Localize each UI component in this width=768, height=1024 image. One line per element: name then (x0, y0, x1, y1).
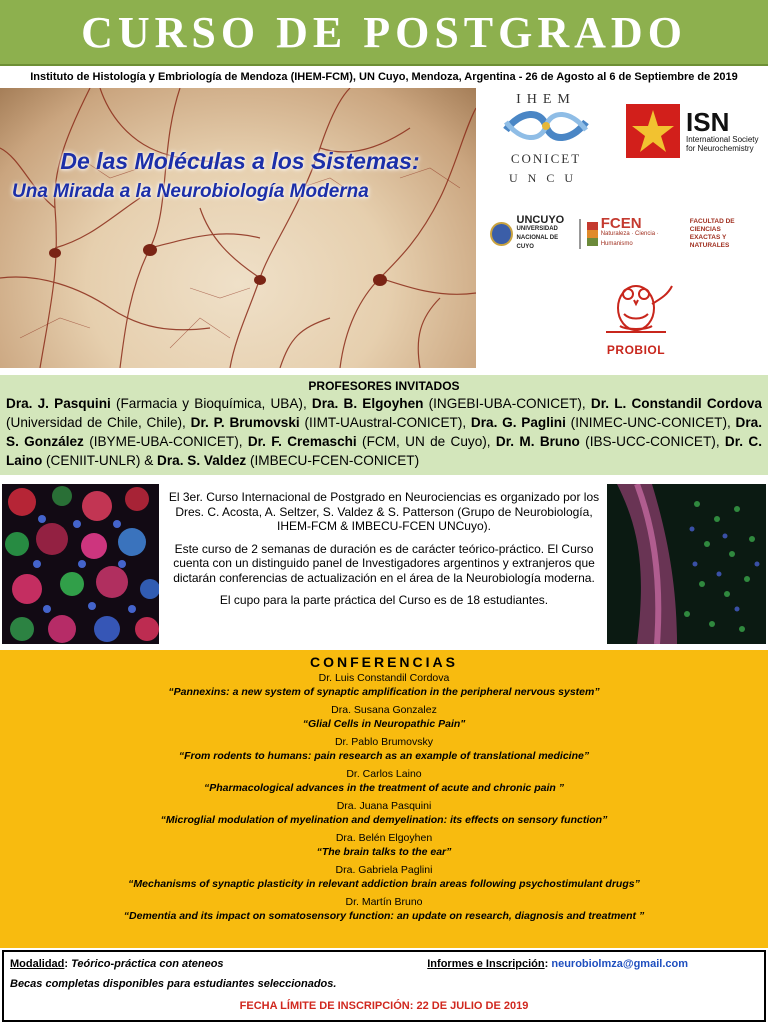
uncu-label: UNCU (508, 171, 583, 185)
prof-name: Dra. G. Paglini (470, 415, 566, 430)
uncuyo-name: UNCUYO (516, 214, 565, 226)
page-title: CURSO DE POSTGRADO (81, 7, 687, 57)
description-paragraph: Este curso de 2 semanas de duración es de carácter teórico-práctico. El Curso cuenta con un distinguido panel de Investigadores argentinos y extranjeros que dictarán conferencias de actualización en el área de la Neurobiología moderna. (173, 541, 595, 585)
conference-title: “Pharmacological advances in the treatment of acute and chronic pain ” (203, 782, 564, 794)
uncuyo-fcen-logos (490, 216, 762, 252)
modalidad-label: Modalidad (10, 958, 65, 970)
logos-panel (476, 88, 768, 368)
probiol-label: PROBIOL (606, 343, 666, 357)
neuron-illustration (0, 88, 476, 368)
ihem-wave-icon (501, 108, 591, 144)
prof-affiliation: (IBYME-UBA-CONICET), (83, 434, 248, 449)
description-paragraph: El cupo para la parte práctica del Curso es de 18 estudiantes. (219, 593, 549, 607)
conference-title: “Microglial modulation of myelination and demyelination: its effects on sensory function” (160, 814, 608, 826)
isn-logo (626, 104, 759, 158)
prof-name: Dr. F. Cremaschi (247, 434, 357, 449)
neuron-drawing (0, 88, 476, 368)
isn-abbr: ISN (686, 107, 730, 137)
fcen-full2: EXACTAS Y NATURALES (689, 234, 730, 249)
conference-title: “Dementia and its impact on somatosensory function: an update on research, diagnosis and treatment ” (123, 910, 645, 922)
isn-star-icon (626, 104, 680, 158)
uncuyo-sub1: UNIVERSIDAD (516, 226, 558, 232)
conicet-label: CONICET (510, 151, 582, 166)
footer-box (2, 950, 766, 1022)
prof-name: Dr. M. Bruno (495, 434, 580, 449)
fluorescent-cells-image (2, 484, 159, 644)
uncuyo-sub2: NACIONAL DE CUYO (516, 235, 559, 250)
course-description (166, 490, 602, 608)
owl-icon (596, 274, 676, 338)
logo-divider (579, 219, 581, 249)
course-info-row (0, 484, 768, 648)
ihem-logo (496, 92, 596, 186)
conference-speaker: Dra. Susana Gonzalez (331, 704, 437, 716)
informes-label: Informes e Inscripción (427, 958, 545, 970)
isn-line1: International Society (686, 135, 759, 144)
conferences-section (0, 650, 768, 948)
prof-affiliation: (IBS-UCC-CONICET), (579, 434, 725, 449)
conference-title: “Glial Cells in Neuropathic Pain" (302, 718, 466, 730)
deadline-text: FECHA LÍMITE DE INSCRIPCIÓN: 22 DE JULIO DE 2019 (239, 1000, 529, 1012)
conference-title: “From rodents to humans: pain research as an example of translational medicine” (178, 750, 590, 762)
professors-heading: PROFESORES INVITADOS (308, 379, 460, 393)
probiol-logo (594, 274, 678, 357)
conference-title: “Mechanisms of synaptic plasticity in relevant addiction brain areas following psychostimulant drugs” (128, 878, 640, 890)
isn-line2: for Neurochemistry (686, 144, 754, 153)
informes-line: Informes e Inscripción: neurobiolmza@gmail.com (427, 958, 688, 970)
fcen-tag: Naturaleza · Ciencia · Humanismo (600, 231, 659, 247)
professors-list (6, 394, 762, 470)
event-subtitle: Instituto de Histología y Embriología de Mendoza (IHEM-FCM), UN Cuyo, Mendoza, Argentina - 26 de Agosto al 6 de Septiembre de 2019 (30, 71, 738, 83)
conference-title: “Pannexins: a new system of synaptic amplification in the peripheral nervous system” (168, 686, 600, 698)
description-paragraph: El 3er. Curso Internacional de Postgrado en Neurociencias es organizado por los Dres. C. Acosta, A. Seltzer, S. Valdez & S. Patterson (Grupo de Neurobiología, IHEM-FCM & IMBECU-FCEN UNCuyo). (168, 490, 600, 533)
contact-email-link[interactable]: neurobiolmza@gmail.com (551, 958, 688, 970)
prof-name: Dra. J. Pasquini (6, 396, 111, 411)
prof-name: Dr. L. Constandil Cordova (590, 396, 762, 411)
conferences-heading: CONFERENCIAS (309, 654, 458, 670)
conference-speaker: Dr. Martín Bruno (345, 896, 423, 908)
prof-affiliation: (IIMT-UAustral-CONICET), (299, 415, 471, 430)
fcen-mark-icon (587, 222, 598, 246)
conference-speaker: Dra. Belén Elgoyhen (335, 832, 433, 844)
conference-speaker: Dr. Carlos Laino (346, 768, 422, 780)
title-band (0, 0, 768, 66)
prof-name: Dr. P. Brumovski (190, 415, 300, 430)
conference-speaker: Dra. Gabriela Paglini (335, 864, 433, 876)
becas-text: Becas completas disponibles para estudiantes seleccionados (10, 978, 334, 990)
conference-speaker: Dra. Juana Pasquini (336, 800, 432, 812)
prof-name: Dra. S. Valdez (157, 453, 247, 468)
prof-name: Dra. S. González (6, 415, 762, 449)
hero-title-line2: Una Mirada a la Neurobiología Moderna (12, 181, 369, 202)
prof-affiliation: (FCM, UN de Cuyo), (356, 434, 496, 449)
conference-speaker: Dr. Luis Constandil Cordova (318, 672, 450, 684)
prof-affiliation: (CENIIT-UNLR) & (42, 453, 158, 468)
hero-title-line1: De las Moléculas a los Sistemas: (60, 148, 420, 174)
prof-affiliation: (INIMEC-UNC-CONICET), (565, 415, 736, 430)
hippocampus-image (607, 484, 766, 644)
prof-affiliation: (Farmacia y Bioquímica, UBA), (110, 396, 312, 411)
uncuyo-seal-icon (490, 222, 513, 246)
conference-speaker: Dr. Pablo Brumovsky (334, 736, 434, 748)
becas-note: Becas completas disponibles para estudiantes seleccionados. (10, 978, 337, 990)
prof-name: Dr. C. Laino (6, 434, 762, 468)
conference-title: “The brain talks to the ear” (316, 846, 452, 858)
ihem-label: IHEM (516, 92, 576, 107)
prof-name: Dra. B. Elgoyhen (311, 396, 424, 411)
fcen-abbr: FCEN (600, 215, 642, 232)
modalidad-line: Modalidad: Teórico-práctica con ateneos (10, 958, 224, 970)
professors-section (0, 375, 768, 475)
fcen-full1: FACULTAD DE CIENCIAS (689, 218, 735, 233)
prof-affiliation: (IMBECU-FCEN-CONICET) (246, 453, 420, 468)
prof-affiliation: (Universidad de Chile, Chile), (6, 415, 191, 430)
hero-title (12, 148, 460, 203)
modalidad-value: Teórico-práctica con ateneos (71, 958, 224, 970)
prof-affiliation: (INGEBI-UBA-CONICET), (423, 396, 591, 411)
